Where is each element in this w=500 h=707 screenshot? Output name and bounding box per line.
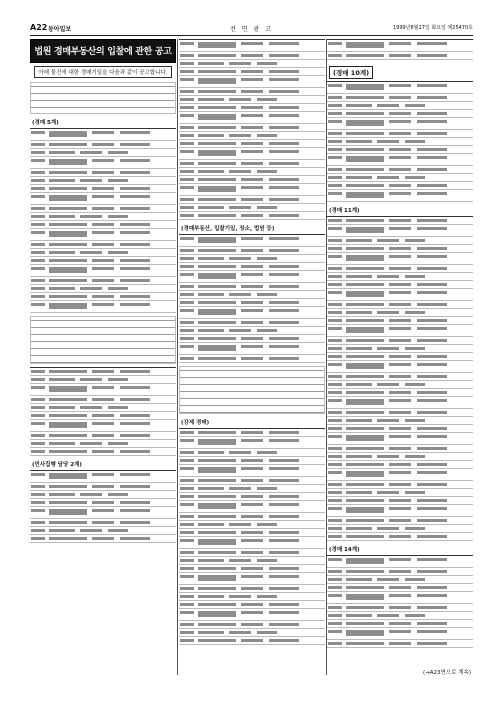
table-row — [327, 445, 473, 453]
table-row — [30, 249, 176, 257]
table-row — [327, 309, 473, 317]
table-row — [327, 273, 473, 281]
table-row — [30, 471, 176, 483]
table-row — [179, 235, 325, 247]
table-row — [327, 245, 473, 253]
table-row — [327, 592, 473, 604]
table-row — [179, 283, 325, 291]
listing-table — [179, 234, 325, 363]
table-row — [179, 573, 325, 585]
table-row — [327, 409, 473, 417]
table-row — [327, 584, 473, 592]
table-row — [30, 519, 176, 527]
table-row — [327, 225, 473, 237]
date-line: 1999년8월27일 화요일 제25470호 — [393, 25, 473, 31]
table-row — [327, 337, 473, 345]
table-row — [327, 102, 473, 110]
table-row — [179, 176, 325, 184]
table-row — [327, 118, 473, 130]
table-row — [30, 432, 176, 440]
table-row — [30, 229, 176, 241]
table-row — [327, 481, 473, 489]
table-row — [179, 212, 325, 220]
table-row — [179, 327, 325, 335]
table-row — [179, 593, 325, 601]
table-row — [327, 533, 473, 541]
table-row — [179, 160, 325, 168]
column-divider — [177, 39, 178, 675]
table-row — [179, 521, 325, 529]
listing-table — [327, 81, 473, 202]
table-row — [327, 417, 473, 425]
table-row — [30, 205, 176, 213]
table-row — [179, 168, 325, 176]
table-row — [327, 505, 473, 517]
table-row — [327, 289, 473, 301]
listing-table — [179, 39, 325, 220]
column-1 — [30, 39, 176, 675]
listing-table — [327, 216, 473, 541]
section-heading: (민사집행 담당 2계) — [32, 462, 82, 468]
table-row — [179, 263, 325, 271]
table-row — [327, 628, 473, 640]
table-row — [327, 146, 473, 154]
publication-name: 동아일보 — [48, 26, 72, 33]
table-row — [179, 247, 325, 255]
table-row — [327, 217, 473, 225]
newspaper-page — [30, 22, 473, 679]
table-row — [327, 425, 473, 433]
table-row — [327, 345, 473, 353]
table-row — [179, 140, 325, 148]
table-row — [30, 404, 176, 412]
table-row — [30, 301, 176, 313]
table-row — [327, 154, 473, 166]
table-row — [327, 182, 473, 190]
table-row — [327, 568, 473, 576]
table-row — [327, 373, 473, 381]
table-row — [179, 271, 325, 283]
table-row — [179, 549, 325, 557]
table-row — [30, 185, 176, 193]
intro-text-block — [30, 82, 176, 114]
section-title: 전 면 광 고 — [230, 26, 273, 33]
table-row — [179, 124, 325, 132]
table-row — [327, 253, 473, 265]
listing-table — [30, 470, 176, 543]
table-row — [327, 389, 473, 397]
table-row — [327, 94, 473, 102]
table-row — [30, 213, 176, 221]
table-row — [327, 166, 473, 174]
table-row — [179, 565, 325, 573]
table-row — [327, 301, 473, 309]
listing-table — [327, 39, 473, 60]
table-row — [327, 174, 473, 182]
table-row — [179, 299, 325, 307]
page-number: A22 — [30, 23, 48, 32]
table-row — [327, 40, 473, 52]
table-row — [327, 556, 473, 568]
table-row — [179, 343, 325, 355]
listing-table — [30, 367, 176, 456]
table-row — [327, 381, 473, 389]
table-row — [179, 465, 325, 477]
table-row — [30, 384, 176, 396]
table-row — [327, 110, 473, 118]
table-row — [179, 609, 325, 621]
table-row — [30, 149, 176, 157]
table-row — [179, 457, 325, 465]
table-row — [327, 82, 473, 94]
page-header — [30, 22, 473, 36]
table-row — [30, 412, 176, 420]
table-row — [327, 433, 473, 445]
table-row — [179, 429, 325, 437]
table-row — [327, 612, 473, 620]
table-row — [327, 576, 473, 584]
table-row — [327, 525, 473, 533]
table-row — [30, 129, 176, 141]
continued-note: (→A23면으로 계속) — [423, 670, 471, 676]
table-row — [327, 517, 473, 525]
table-row — [30, 265, 176, 277]
table-row — [30, 527, 176, 535]
table-row — [30, 499, 176, 507]
table-row — [179, 88, 325, 96]
table-row — [179, 513, 325, 521]
table-row — [179, 184, 325, 196]
table-row — [327, 620, 473, 628]
notice-subtitle: 아래 물건에 대한 경매기일을 다음과 같이 공고합니다. — [34, 66, 172, 78]
table-row — [30, 141, 176, 149]
section-heading: (경매 10계) — [329, 66, 373, 79]
listing-table — [30, 128, 176, 313]
table-row — [179, 319, 325, 327]
table-row — [327, 325, 473, 337]
table-row — [30, 396, 176, 404]
table-row — [30, 277, 176, 285]
table-row — [30, 376, 176, 384]
table-row — [179, 437, 325, 449]
table-row — [327, 497, 473, 505]
table-row — [30, 420, 176, 432]
table-row — [179, 585, 325, 593]
table-row — [179, 485, 325, 493]
table-row — [179, 335, 325, 343]
table-row — [179, 204, 325, 212]
table-row — [30, 285, 176, 293]
table-row — [179, 307, 325, 319]
table-row — [327, 190, 473, 202]
table-row — [179, 637, 325, 645]
table-row — [30, 157, 176, 169]
column-2 — [179, 39, 325, 675]
section-heading: (경매 5계) — [32, 120, 59, 126]
section-heading: (경매 14계) — [329, 547, 360, 553]
table-row — [327, 237, 473, 245]
table-row — [179, 148, 325, 160]
table-row — [327, 453, 473, 461]
listing-text-block — [30, 316, 176, 364]
table-row — [179, 52, 325, 60]
table-row — [327, 489, 473, 497]
table-row — [327, 397, 473, 409]
listing-text-block — [179, 366, 325, 414]
table-row — [179, 40, 325, 52]
table-row — [179, 601, 325, 609]
table-row — [30, 169, 176, 177]
table-row — [179, 355, 325, 363]
table-row — [179, 196, 325, 204]
table-row — [179, 529, 325, 537]
table-row — [179, 68, 325, 76]
table-row — [327, 265, 473, 273]
listing-table — [179, 428, 325, 645]
table-row — [327, 461, 473, 469]
table-row — [30, 177, 176, 185]
table-row — [179, 76, 325, 88]
table-row — [179, 537, 325, 549]
table-row — [30, 193, 176, 205]
table-row — [30, 368, 176, 376]
table-row — [179, 104, 325, 112]
table-row — [179, 96, 325, 104]
section-heading: (강제 경매) — [181, 420, 210, 426]
table-row — [179, 557, 325, 565]
table-row — [327, 138, 473, 146]
table-row — [327, 361, 473, 373]
table-row — [327, 130, 473, 138]
table-row — [179, 493, 325, 501]
table-row — [179, 112, 325, 124]
table-row — [30, 483, 176, 491]
table-row — [30, 491, 176, 499]
table-row — [179, 477, 325, 485]
table-row — [179, 629, 325, 637]
table-row — [327, 52, 473, 60]
table-row — [179, 449, 325, 457]
section-heading: (경매 11계) — [329, 208, 360, 214]
table-row — [30, 257, 176, 265]
table-row — [179, 60, 325, 68]
listing-table — [327, 555, 473, 648]
section-heading: (경매부동산, 입찰기일, 장소, 법원 등) — [181, 226, 275, 232]
table-row — [327, 281, 473, 289]
table-row — [179, 621, 325, 629]
table-row — [327, 469, 473, 481]
table-row — [30, 535, 176, 543]
table-row — [327, 640, 473, 648]
table-row — [179, 132, 325, 140]
notice-banner: 법원 경매부동산의 입찰에 관한 공고 — [30, 39, 176, 63]
table-row — [179, 291, 325, 299]
header-rule — [30, 35, 473, 36]
table-row — [30, 293, 176, 301]
table-row — [30, 241, 176, 249]
table-row — [327, 317, 473, 325]
table-row — [179, 255, 325, 263]
table-row — [327, 353, 473, 361]
table-row — [30, 448, 176, 456]
table-row — [30, 221, 176, 229]
table-row — [179, 501, 325, 513]
table-row — [327, 604, 473, 612]
column-3 — [327, 39, 473, 675]
table-row — [30, 507, 176, 519]
table-row — [30, 440, 176, 448]
